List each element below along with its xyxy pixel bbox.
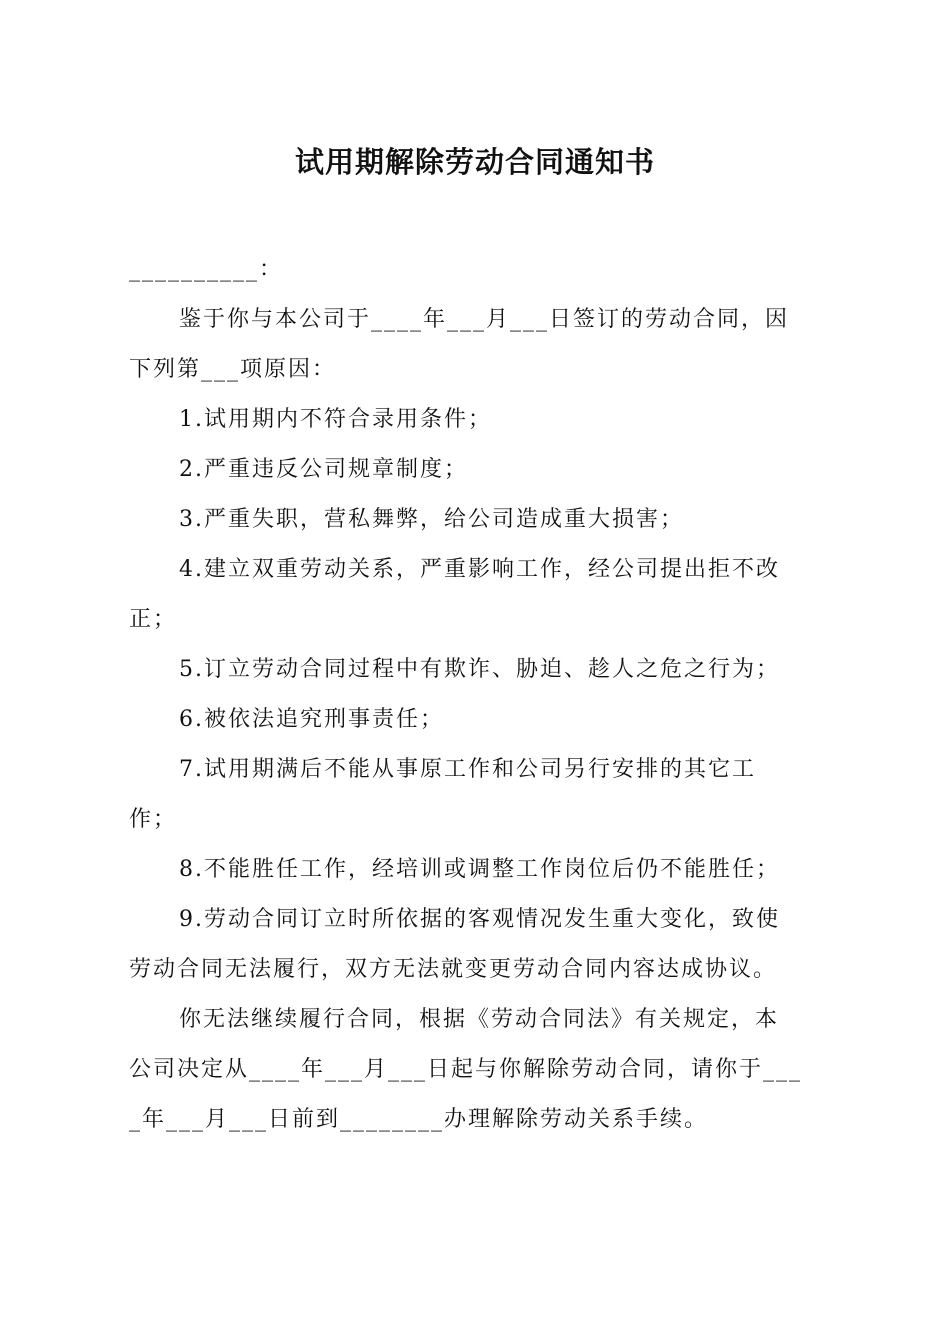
reason-7-line: 作； (129, 807, 178, 832)
document-title: 试用期解除劳动合同通知书 (294, 145, 655, 179)
document-body (129, 245, 831, 1145)
reason-2-line: 2.严重违反公司规章制度； (179, 457, 468, 482)
reason-3-line: 3.严重失职，营私舞弊，给公司造成重大损害； (179, 507, 684, 532)
intro-paragraph-line: 下列第___项原因： (129, 357, 337, 382)
reason-9-line: 劳动合同无法履行，双方无法就变更劳动合同内容达成协议。 (129, 957, 778, 982)
reason-4-line: 4.建立双重劳动关系，严重影响工作，经公司提出拒不改 (179, 557, 780, 582)
reason-9-line: 9.劳动合同订立时所依据的客观情况发生重大变化，致使 (179, 907, 780, 932)
reason-7-line: 7.试用期满后不能从事原工作和公司另行安排的其它工 (179, 757, 756, 782)
reason-1-line: 1.试用期内不符合录用条件； (179, 407, 492, 432)
decision-paragraph-line: 你无法继续履行合同，根据《劳动合同法》有关规定，本 (179, 1007, 780, 1032)
decision-paragraph-line: 公司决定从____年___月___日起与你解除劳动合同，请你于___ (129, 1057, 803, 1082)
intro-paragraph-line: 鉴于你与本公司于____年___月___日签订的劳动合同，因 (179, 307, 790, 332)
reason-6-line: 6.被依法追究刑事责任； (179, 707, 444, 732)
reason-8-line: 8.不能胜任工作，经培训或调整工作岗位后仍不能胜任； (179, 857, 780, 882)
reason-5-line: 5.订立劳动合同过程中有欺诈、胁迫、趁人之危之行为； (179, 657, 780, 682)
decision-paragraph-line: _年___月___日前到________办理解除劳动关系手续。 (129, 1107, 709, 1132)
reason-4-line: 正； (129, 607, 178, 632)
salutation: __________： (129, 257, 284, 282)
